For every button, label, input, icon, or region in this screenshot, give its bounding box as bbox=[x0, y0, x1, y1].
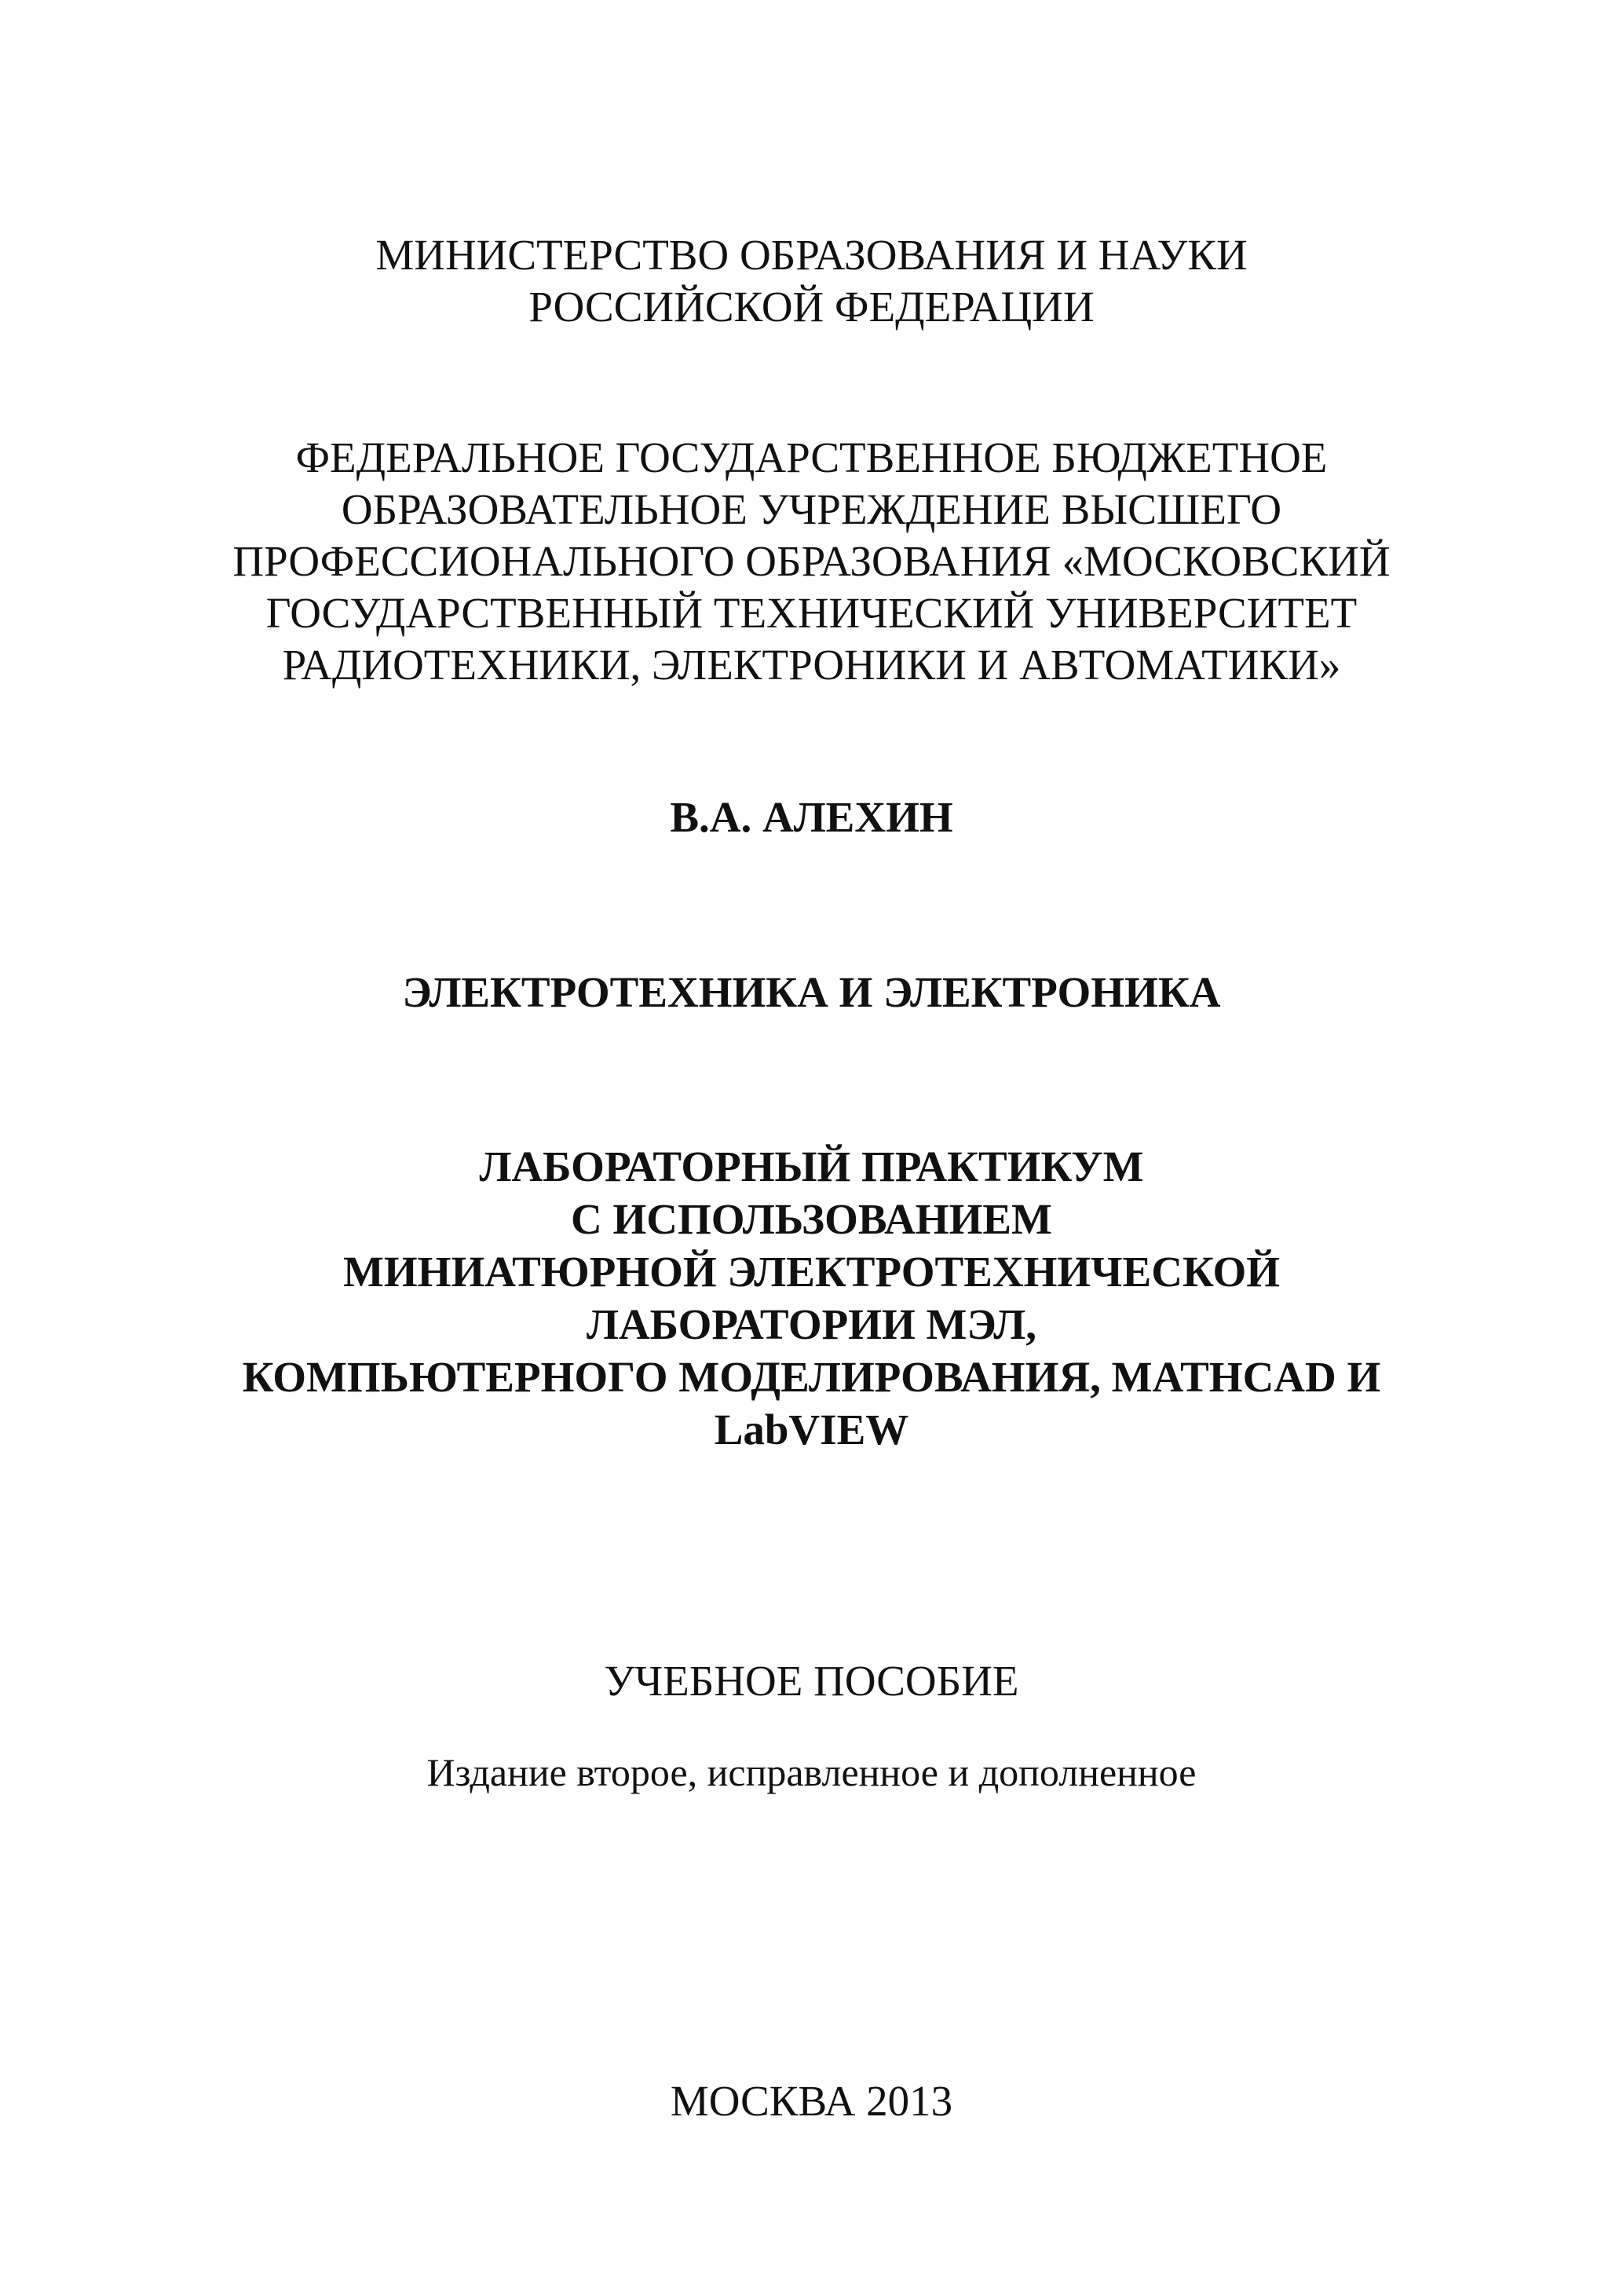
title-line: С ИСПОЛЬЗОВАНИЕМ bbox=[571, 1195, 1052, 1243]
book-title bbox=[0, 1140, 1623, 1456]
university-line: ОБРАЗОВАТЕЛЬНОЕ УЧРЕЖДЕНИЕ ВЫСШЕГО bbox=[341, 485, 1282, 533]
title-line: МИНИАТЮРНОЙ ЭЛЕКТРОТЕХНИЧЕСКОЙ bbox=[342, 1248, 1281, 1296]
subject-heading: ЭЛЕКТРОТЕХНИКА И ЭЛЕКТРОНИКА bbox=[402, 968, 1221, 1016]
university-line: РАДИОТЕХНИКИ, ЭЛЕКТРОНИКИ И АВТОМАТИКИ» bbox=[282, 641, 1341, 689]
author-name: В.А. АЛЕХИН bbox=[670, 793, 953, 841]
university-line: ГОСУДАРСТВЕННЫЙ ТЕХНИЧЕСКИЙ УНИВЕРСИТЕТ bbox=[265, 589, 1358, 637]
ministry-line: РОССИЙСКОЙ ФЕДЕРАЦИИ bbox=[528, 283, 1095, 331]
university-line: ПРОФЕССИОНАЛЬНОГО ОБРАЗОВАНИЯ «МОСКОВСКИЙ bbox=[232, 537, 1391, 585]
university-name bbox=[0, 432, 1623, 691]
title-line: ЛАБОРАТОРИИ МЭЛ, bbox=[586, 1300, 1037, 1348]
document-type: УЧЕБНОЕ ПОСОБИЕ bbox=[604, 1657, 1019, 1705]
ministry-heading bbox=[0, 229, 1623, 333]
edition-note: Издание второе, исправленное и дополненное bbox=[426, 1750, 1197, 1794]
title-line: ЛАБОРАТОРНЫЙ ПРАКТИКУМ bbox=[479, 1143, 1144, 1190]
title-line: КОМПЬЮТЕРНОГО МОДЕЛИРОВАНИЯ, MATHCAD И bbox=[242, 1353, 1381, 1401]
title-line: LabVIEW bbox=[714, 1406, 909, 1453]
university-line: ФЕДЕРАЛЬНОЕ ГОСУДАРСТВЕННОЕ БЮДЖЕТНОЕ bbox=[295, 433, 1328, 481]
city-year: МОСКВА 2013 bbox=[670, 2077, 953, 2125]
ministry-line: МИНИСТЕРСТВО ОБРАЗОВАНИЯ И НАУКИ bbox=[375, 231, 1248, 279]
